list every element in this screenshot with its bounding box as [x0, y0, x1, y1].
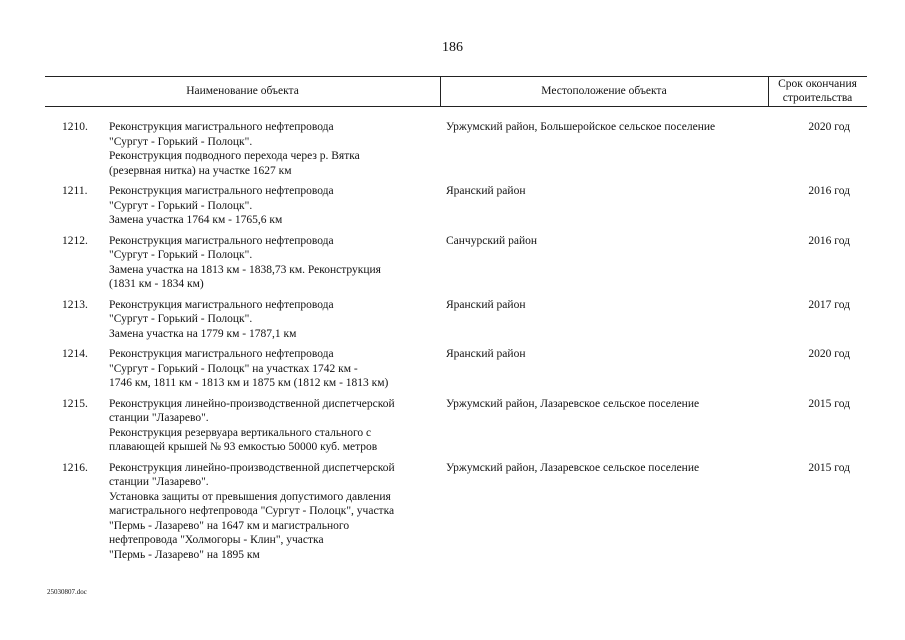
- header-deadline-line1: Срок окончания: [778, 78, 857, 90]
- object-name-line: "Сургут - Горький - Полоцк" на участках 1742 км -: [109, 362, 358, 375]
- row-deadline-year: 2015 год: [808, 397, 850, 410]
- row-deadline-year: 2016 год: [808, 234, 850, 247]
- row-number: 1215.: [62, 397, 88, 410]
- row-object-name: [109, 234, 439, 292]
- object-name-line: 1746 км, 1811 км - 1813 км и 1875 км (1812 км - 1813 км): [109, 377, 389, 389]
- row-location: Санчурский район: [446, 234, 538, 247]
- row-number: 1212.: [62, 234, 88, 247]
- object-name-line: Реконструкция линейно-производственной диспетчерской: [109, 461, 395, 474]
- row-object-name: [109, 184, 439, 228]
- object-name-line: Замена участка на 1813 км - 1838,73 км. Реконструкция: [109, 263, 381, 276]
- object-name-line: "Сургут - Горький - Полоцк".: [109, 135, 253, 148]
- row-location: Яранский район: [446, 185, 526, 197]
- row-deadline-year: 2016 год: [808, 185, 850, 197]
- object-name-line: (резервная нитка) на участке 1627 км: [109, 164, 292, 177]
- object-name-line: Замена участка на 1779 км - 1787,1 км: [109, 327, 297, 340]
- row-object-name: [109, 347, 439, 391]
- object-name-line: Замена участка 1764 км - 1765,6 км: [109, 214, 283, 226]
- row-location: Яранский район: [446, 298, 526, 311]
- object-name-line: "Сургут - Горький - Полоцк".: [109, 199, 253, 212]
- object-name-line: Реконструкция магистрального нефтепровода: [109, 298, 334, 311]
- object-name-line: Реконструкция магистрального нефтепровода: [109, 185, 334, 197]
- row-location: Яранский район: [446, 348, 526, 360]
- object-name-line: Реконструкция линейно-производственной диспетчерской: [109, 397, 395, 410]
- object-name-line: Реконструкция подводного перехода через р. Вятка: [109, 150, 360, 162]
- header-object-location: Местоположение объекта: [541, 85, 667, 97]
- row-deadline-year: 2020 год: [808, 348, 850, 360]
- object-name-line: нефтепровода "Холмогоры - Клин", участка: [109, 534, 324, 546]
- row-object-name: [109, 461, 439, 563]
- row-number: 1216.: [62, 461, 88, 474]
- row-location: Уржумский район, Большеройское сельское поселение: [446, 121, 716, 133]
- row-number: 1211.: [62, 185, 88, 197]
- object-name-line: плавающей крышей № 93 емкостью 50000 куб. метров: [109, 441, 378, 453]
- object-name-line: Реконструкция магистрального нефтепровода: [109, 348, 334, 360]
- object-name-line: "Сургут - Горький - Полоцк".: [109, 249, 253, 261]
- row-number: 1213.: [62, 298, 88, 311]
- row-object-name: [109, 120, 439, 178]
- header-deadline: [768, 77, 867, 105]
- object-name-line: магистрального нефтепровода "Сургут - Полоцк", участка: [109, 505, 395, 517]
- table-header-bottom-border: [45, 106, 867, 107]
- object-name-line: станции "Лазарево".: [109, 412, 209, 424]
- object-name-line: (1831 км - 1834 км): [109, 278, 204, 290]
- row-number: 1214.: [62, 348, 88, 360]
- header-deadline-line2: строительства: [782, 92, 853, 104]
- object-name-line: Реконструкция магистрального нефтепровода: [109, 121, 334, 133]
- row-deadline-year: 2017 год: [808, 298, 850, 311]
- row-number: 1210.: [62, 121, 88, 133]
- table-top-border: [45, 76, 867, 77]
- row-object-name: [109, 397, 439, 455]
- object-name-line: Реконструкция магистрального нефтепровода: [109, 234, 334, 247]
- document-id: 25030807.doc: [47, 588, 87, 596]
- row-deadline-year: 2020 год: [808, 121, 850, 133]
- object-name-line: станции "Лазарево".: [109, 476, 209, 488]
- page-number: 186: [442, 40, 463, 55]
- object-name-line: "Сургут - Горький - Полоцк".: [109, 313, 253, 325]
- row-deadline-year: 2015 год: [808, 461, 850, 474]
- object-name-line: Установка защиты от превышения допустимого давления: [109, 490, 391, 503]
- header-object-name: Наименование объекта: [186, 85, 299, 97]
- object-name-line: "Пермь - Лазарево" на 1895 км: [109, 548, 260, 561]
- row-location: Уржумский район, Лазаревское сельское поселение: [446, 461, 700, 474]
- row-location: Уржумский район, Лазаревское сельское поселение: [446, 397, 700, 410]
- object-name-line: "Пермь - Лазарево" на 1647 км и магистрального: [109, 519, 350, 532]
- row-object-name: [109, 298, 439, 342]
- object-name-line: Реконструкция резервуара вертикального стального с: [109, 426, 372, 439]
